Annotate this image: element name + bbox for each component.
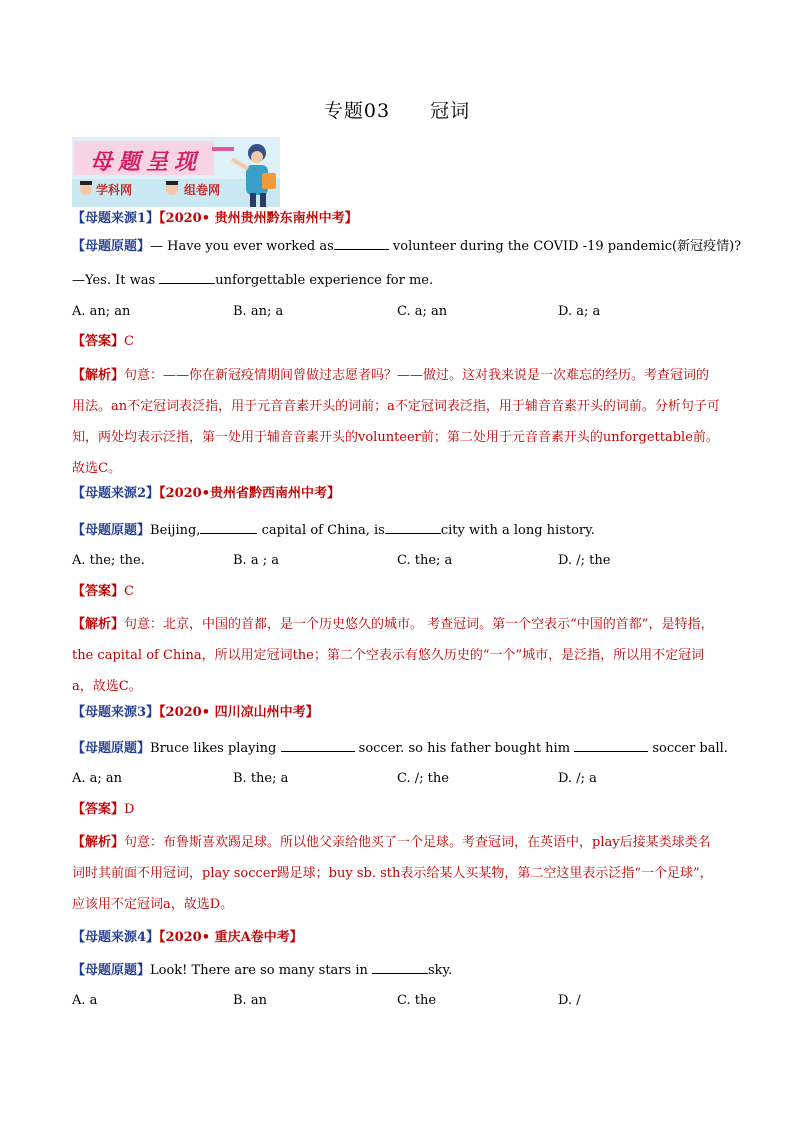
q2-prompt-tag: 【母题原题】 [72, 523, 151, 538]
page-title [0, 96, 794, 123]
q3-source: 【2020• 四川凉山州中考】 [159, 705, 319, 720]
q1-analysis-tag: 【解析】 [72, 368, 125, 383]
q2-answer: C [124, 584, 134, 599]
q2-analysis [72, 609, 722, 702]
title-topic-number: 专题03 [323, 100, 391, 122]
q3-analysis-tag: 【解析】 [72, 835, 125, 850]
q3-option-d: D. /; a [558, 771, 597, 786]
q4-blank-1 [372, 961, 428, 974]
q3-source-tag: 【母题来源3】 [72, 705, 160, 720]
q4-source-line [72, 929, 303, 947]
q2-option-c: C. the; a [397, 553, 453, 568]
q1-source-tag: 【母题来源1】 [72, 211, 160, 226]
q1-option-c: C. a; an [397, 304, 448, 319]
q2-prompt-line [72, 521, 595, 540]
q1-source-line [72, 210, 358, 228]
q3-analysis [72, 827, 722, 920]
q1-blank-1 [334, 237, 389, 250]
q3-text-1a: Bruce likes playing [150, 741, 281, 756]
title-topic-name: 冠词 [430, 100, 471, 122]
q1-text-1a: — Have you ever worked as [150, 239, 334, 254]
q1-option-a: A. an; an [72, 304, 131, 319]
q1-answer-tag: 【答案】 [72, 334, 125, 349]
q1-text-2b: unforgettable experience for me. [215, 273, 434, 288]
q1-analysis [72, 360, 722, 484]
q1-prompt-line [72, 237, 741, 256]
q1-text-1b: volunteer during the COVID -19 pandemic(新冠疫情)? [388, 239, 742, 254]
q3-text-1c: soccer ball. [648, 741, 728, 756]
q2-text-1b: capital of China, is [257, 523, 385, 538]
q3-answer-line [72, 801, 134, 819]
q1-answer: C [124, 334, 134, 349]
q4-source-tag: 【母题来源4】 [72, 930, 160, 945]
q4-option-d: D. / [558, 993, 581, 1008]
q3-blank-1 [281, 739, 355, 752]
q3-analysis-text: 句意：布鲁斯喜欢踢足球。所以他父亲给他买了一个足球。考查冠词，在英语中，play后接某类球类名词时其前面不用冠词，play soccer踢足球；buy sb. sth表示给某人买某物，第二空这里表示泛指“一个足球”，应该用不定冠词a，故选D。 [72, 835, 713, 912]
q3-answer: D [124, 802, 135, 817]
q1-option-d: D. a; a [558, 304, 601, 319]
q4-option-b: B. an [233, 993, 267, 1008]
q2-text-1c: city with a long history. [440, 523, 595, 538]
q4-option-c: C. the [397, 993, 437, 1008]
q1-prompt-line-2 [72, 271, 433, 290]
q2-source-line [72, 485, 340, 503]
q2-text-1a: Beijing, [150, 523, 201, 538]
banner-logo-xuekewang: 学科网 [96, 183, 133, 197]
q4-text-1a: Look! There are so many stars in [150, 963, 372, 978]
q3-prompt-tag: 【母题原题】 [72, 741, 151, 756]
banner-title: 母题呈现 [90, 150, 203, 175]
q2-answer-tag: 【答案】 [72, 584, 125, 599]
q2-answer-line [72, 583, 134, 601]
q2-blank-2 [385, 521, 441, 534]
q1-prompt-tag: 【母题原题】 [72, 239, 151, 254]
section-banner [72, 137, 280, 207]
q3-answer-tag: 【答案】 [72, 802, 125, 817]
q1-answer-line [72, 333, 134, 351]
banner-logo-zujuanwang: 组卷网 [184, 183, 221, 197]
q3-option-b: B. the; a [233, 771, 289, 786]
q1-text-2a: —Yes. It was [72, 273, 160, 288]
q2-source-tag: 【母题来源2】 [72, 486, 160, 501]
q4-option-a: A. a [72, 993, 98, 1008]
q2-blank-1 [200, 521, 257, 534]
q2-source: 【2020•贵州省黔西南州中考】 [159, 486, 341, 501]
q3-prompt-line [72, 739, 728, 758]
q4-prompt-tag: 【母题原题】 [72, 963, 151, 978]
q4-source: 【2020• 重庆A卷中考】 [159, 930, 303, 945]
q2-option-b: B. a ; a [233, 553, 279, 568]
q1-analysis-text: 句意：——你在新冠疫情期间曾做过志愿者吗？——做过。这对我来说是一次难忘的经历。考查冠词的用法。an不定冠词表泛指，用于元音音素开头的词前；a不定冠词表泛指，用于辅音音素开头的词前。分析句子可知，两处均表示泛指，第一处用于辅音音素开头的volunteer前；第二处用于元音音素开头的unforgettable前。故选C。 [72, 368, 720, 476]
q4-prompt-line [72, 961, 452, 980]
q3-option-a: A. a; an [72, 771, 123, 786]
q4-text-1b: sky. [428, 963, 453, 978]
q1-source: 【2020• 贵州贵州黔东南州中考】 [159, 211, 358, 226]
q3-blank-2 [574, 739, 648, 752]
q2-analysis-tag: 【解析】 [72, 617, 125, 632]
q3-source-line [72, 704, 319, 722]
q2-option-a: A. the; the. [72, 553, 145, 568]
q3-option-c: C. /; the [397, 771, 449, 786]
q1-option-b: B. an; a [233, 304, 284, 319]
q1-blank-2 [159, 271, 215, 284]
q2-analysis-text: 句意：北京，中国的首都，是一个历史悠久的城市。 考查冠词。第一个空表示“中国的首都”，是特指，the capital of China，所以用定冠词the；第二个空表示有悠久历史的“一个”城市，是泛指，所以用不定冠词a，故选C。 [72, 617, 714, 694]
q3-text-1b: soccer. so his father bought him [354, 741, 575, 756]
q2-option-d: D. /; the [558, 553, 611, 568]
